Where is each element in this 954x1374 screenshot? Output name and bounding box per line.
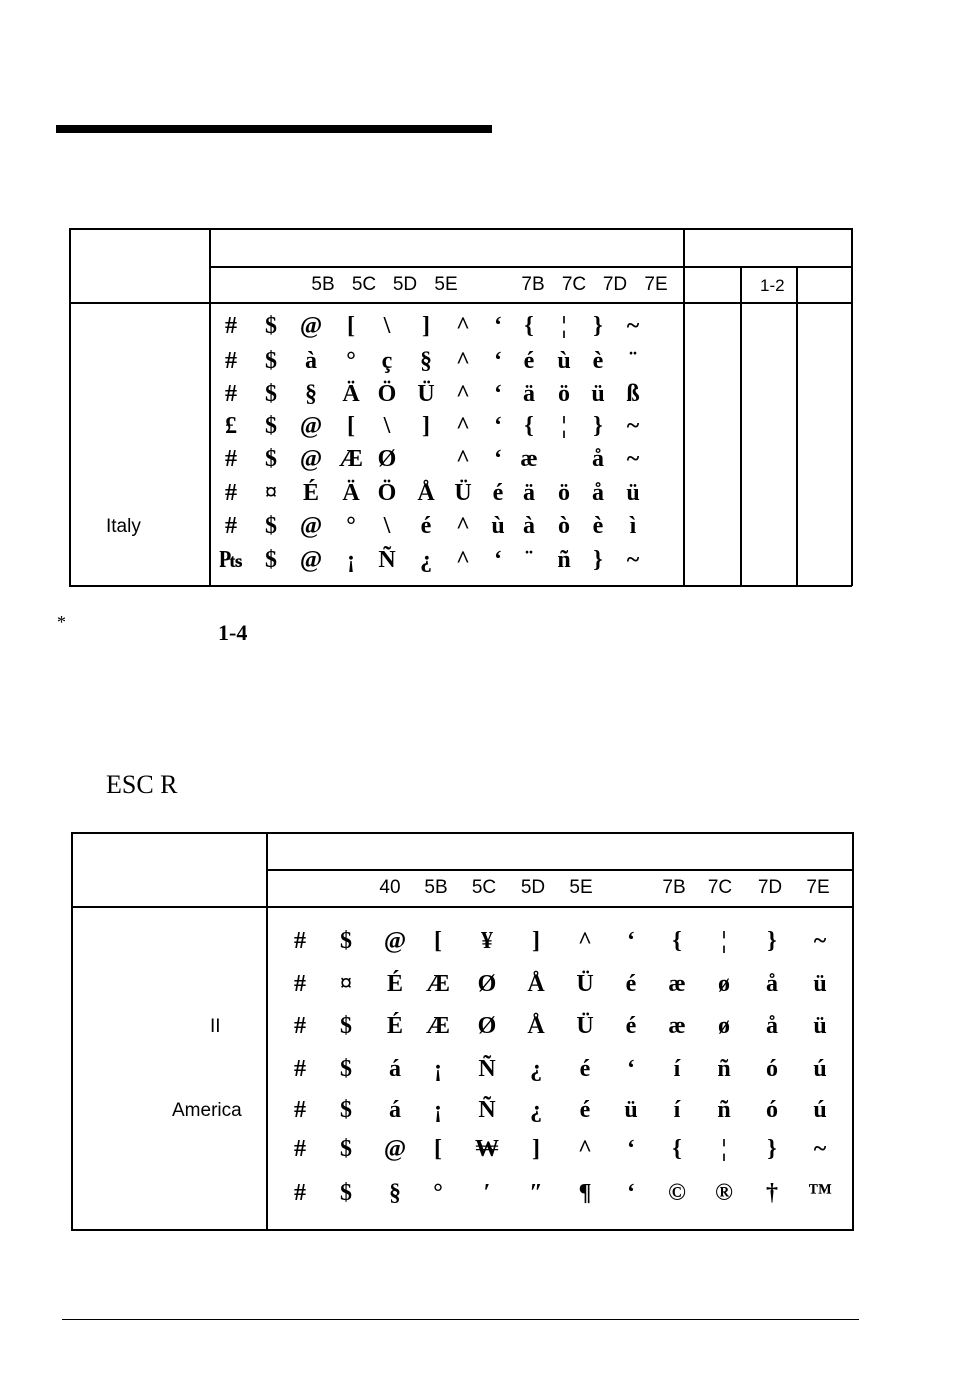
t1-char-cell: Ñ — [378, 547, 396, 573]
t1-char-cell: @ — [299, 513, 323, 539]
t2-char-cell: ‘ — [627, 928, 635, 954]
t1-char-cell: @ — [299, 547, 323, 573]
t2-char-cell: ¦ — [721, 1136, 727, 1162]
t1-char-cell: ì — [629, 513, 637, 539]
t2-char-cell: } — [767, 928, 777, 954]
t2-char-cell: ¥ — [481, 928, 493, 954]
t2-char-cell: ™ — [808, 1180, 832, 1206]
t1-char-cell: ç — [381, 348, 393, 374]
t2-char-cell: ø — [718, 971, 730, 997]
t1-char-cell: ~ — [626, 446, 640, 472]
t1-header-code: 5C — [351, 274, 377, 295]
t1-char-cell: à — [305, 348, 317, 374]
t2-right-border — [852, 832, 854, 1230]
t1-char-cell: ¦ — [561, 413, 567, 439]
t2-char-cell: # — [294, 1180, 306, 1206]
t1-char-cell: } — [593, 547, 603, 573]
t1-char-cell: Ö — [377, 480, 397, 506]
t2-char-cell: ″ — [529, 1180, 543, 1206]
t1-top-border — [69, 228, 852, 230]
t2-char-cell: ′ — [483, 1180, 491, 1206]
t2-char-cell: á — [389, 1056, 401, 1082]
t1-char-cell: ‘ — [494, 547, 502, 573]
t2-char-cell: ó — [766, 1097, 778, 1123]
top-rule — [56, 125, 492, 133]
t2-char-cell: ñ — [717, 1097, 731, 1123]
t2-char-cell: # — [294, 1097, 306, 1123]
t2-char-cell: [ — [434, 1136, 442, 1162]
t2-header-bottom — [71, 906, 854, 908]
t2-char-cell: $ — [340, 928, 352, 954]
t1-char-cell: \ — [383, 313, 391, 339]
t2-char-cell: Å — [527, 971, 545, 997]
t1-char-cell: ^ — [456, 348, 470, 374]
t2-char-cell: ® — [715, 1180, 733, 1206]
t1-char-cell: ° — [346, 348, 356, 374]
t1-col-divider-b — [796, 266, 798, 586]
t1-char-cell: ñ — [557, 547, 571, 573]
t2-char-cell: # — [294, 1056, 306, 1082]
t2-char-cell: ^ — [578, 928, 592, 954]
t2-left-border — [71, 832, 73, 1230]
t1-char-cell: Ö — [377, 381, 397, 407]
t2-char-cell: Ø — [477, 1013, 497, 1039]
t2-bottom-border — [71, 1229, 854, 1231]
t2-char-cell: © — [668, 1180, 686, 1206]
t2-char-cell: # — [294, 1013, 306, 1039]
t2-char-cell: ¿ — [530, 1056, 542, 1082]
t2-char-cell: é — [579, 1056, 591, 1082]
t2-char-cell: ] — [532, 928, 540, 954]
t1-char-cell: Ü — [417, 381, 435, 407]
t1-char-cell: ä — [523, 381, 535, 407]
t1-char-cell: \ — [383, 413, 391, 439]
t1-char-cell: ¦ — [561, 313, 567, 339]
t2-char-cell: å — [766, 1013, 778, 1039]
t2-char-cell: É — [386, 971, 403, 997]
t1-header-code: 7E — [644, 274, 668, 295]
t1-char-cell: @ — [299, 413, 323, 439]
t2-char-cell: ñ — [717, 1056, 731, 1082]
t2-char-cell: # — [294, 928, 306, 954]
t1-chars-divider — [683, 228, 685, 586]
t2-char-cell: ¦ — [721, 928, 727, 954]
t1-char-cell: # — [225, 348, 237, 374]
t1-char-cell: £ — [225, 413, 237, 439]
t1-right-border — [851, 228, 853, 586]
t1-header-code: 7C — [561, 274, 587, 295]
t1-char-cell: ^ — [456, 381, 470, 407]
t2-char-cell: { — [672, 1136, 682, 1162]
t2-country-label: II — [210, 1016, 221, 1037]
t2-char-cell: # — [294, 1136, 306, 1162]
t2-char-cell: $ — [340, 1180, 352, 1206]
t1-char-cell: ¨ — [525, 547, 533, 573]
t1-char-cell: É — [302, 480, 319, 506]
t1-char-cell: ~ — [626, 313, 640, 339]
t1-bottom-border — [69, 585, 852, 587]
t1-char-cell: @ — [299, 313, 323, 339]
t2-char-cell: ] — [532, 1136, 540, 1162]
t2-header-divider — [267, 869, 854, 871]
t1-char-cell: [ — [347, 413, 355, 439]
t2-char-cell: é — [625, 971, 637, 997]
t1-char-cell: Æ — [339, 446, 363, 472]
t1-char-cell: ù — [557, 348, 571, 374]
t1-char-cell: æ — [520, 446, 538, 472]
t1-char-cell: à — [523, 513, 535, 539]
t2-char-cell: [ — [434, 928, 442, 954]
t1-char-cell: Å — [417, 480, 435, 506]
t2-char-cell: @ — [383, 1136, 407, 1162]
t1-subheader-note: 1-2 — [760, 276, 785, 295]
t1-char-cell: { — [524, 413, 534, 439]
t2-char-cell: Ü — [576, 971, 594, 997]
t2-char-cell: í — [673, 1056, 681, 1082]
t1-char-cell: $ — [265, 348, 277, 374]
t1-col-divider-a — [740, 266, 742, 586]
t1-char-cell: § — [305, 381, 317, 407]
t1-char-cell: ^ — [456, 446, 470, 472]
t1-char-cell: # — [225, 446, 237, 472]
t1-char-cell: # — [225, 381, 237, 407]
t1-char-cell: Ä — [342, 381, 360, 407]
t1-char-cell: [ — [347, 313, 355, 339]
t2-country-divider — [266, 832, 268, 1230]
t1-char-cell: $ — [265, 413, 277, 439]
t1-char-cell: ä — [523, 480, 535, 506]
t1-char-cell: ^ — [456, 313, 470, 339]
t2-header-code: 5C — [471, 877, 497, 898]
t2-char-cell: ü — [813, 971, 827, 997]
t1-char-cell: ü — [626, 480, 640, 506]
t1-header-code: 7D — [602, 274, 628, 295]
t2-char-cell: æ — [668, 971, 686, 997]
t2-header-code: 5B — [424, 877, 448, 898]
t2-char-cell: ¤ — [340, 971, 352, 997]
t2-char-cell: é — [579, 1097, 591, 1123]
t2-top-border — [71, 832, 854, 834]
t2-char-cell: Æ — [426, 971, 450, 997]
t2-char-cell: Ø — [477, 971, 497, 997]
t2-char-cell: # — [294, 971, 306, 997]
t2-country-label: America — [172, 1100, 242, 1121]
t1-char-cell: } — [593, 313, 603, 339]
t1-char-cell: ¨ — [629, 348, 637, 374]
t2-char-cell: ¶ — [578, 1180, 592, 1206]
t1-char-cell: @ — [299, 446, 323, 472]
t2-char-cell: ú — [813, 1056, 827, 1082]
t1-char-cell: $ — [265, 313, 277, 339]
t2-char-cell: Ü — [576, 1013, 594, 1039]
t2-char-cell: $ — [340, 1013, 352, 1039]
t2-char-cell: Æ — [426, 1013, 450, 1039]
t1-char-cell: ß — [626, 381, 640, 407]
t1-char-cell: ₧ — [219, 547, 243, 573]
t1-char-cell: $ — [265, 513, 277, 539]
t2-char-cell: Ñ — [478, 1056, 496, 1082]
t2-char-cell: ø — [718, 1013, 730, 1039]
t2-char-cell: { — [672, 928, 682, 954]
t1-char-cell: Ä — [342, 480, 360, 506]
t1-char-cell: ü — [591, 381, 605, 407]
t1-char-cell: § — [420, 348, 432, 374]
t2-char-cell: ° — [433, 1180, 443, 1206]
t1-char-cell: } — [593, 413, 603, 439]
t2-header-code: 40 — [379, 877, 401, 898]
t1-char-cell: ¡ — [347, 547, 355, 573]
t2-char-cell: É — [386, 1013, 403, 1039]
t1-char-cell: ò — [558, 513, 570, 539]
t1-header-code: 5B — [311, 274, 335, 295]
bottom-rule — [62, 1319, 859, 1320]
t1-char-cell: $ — [265, 446, 277, 472]
t2-char-cell: } — [767, 1136, 777, 1162]
t1-char-cell: ¤ — [265, 480, 277, 506]
t1-char-cell: ‘ — [494, 313, 502, 339]
t2-char-cell: æ — [668, 1013, 686, 1039]
footnote-ref: 1-4 — [218, 620, 248, 645]
t2-char-cell: ¿ — [530, 1097, 542, 1123]
t1-header-divider-right — [684, 266, 852, 268]
t1-char-cell: ù — [491, 513, 505, 539]
t1-char-cell: Ø — [377, 446, 397, 472]
t1-char-cell: Ü — [454, 480, 472, 506]
t1-char-cell: é — [492, 480, 504, 506]
t1-char-cell: $ — [265, 547, 277, 573]
t1-char-cell: ö — [558, 381, 570, 407]
t1-header-code: 5E — [434, 274, 458, 295]
t1-char-cell: ‘ — [494, 348, 502, 374]
t2-char-cell: ¡ — [434, 1097, 442, 1123]
t2-char-cell: $ — [340, 1097, 352, 1123]
t2-char-cell: í — [673, 1097, 681, 1123]
t1-char-cell: ° — [346, 513, 356, 539]
t1-char-cell: è — [592, 513, 604, 539]
t2-char-cell: Å — [527, 1013, 545, 1039]
t2-char-cell: ‘ — [627, 1056, 635, 1082]
t2-header-code: 5E — [569, 877, 593, 898]
t2-char-cell: ¡ — [434, 1056, 442, 1082]
t2-char-cell: ‘ — [627, 1136, 635, 1162]
t2-char-cell: ~ — [813, 928, 827, 954]
footnote-star: * — [57, 612, 66, 632]
t1-char-cell: ‘ — [494, 446, 502, 472]
t1-char-cell: å — [592, 446, 604, 472]
t1-char-cell: # — [225, 513, 237, 539]
t2-char-cell: ü — [624, 1097, 638, 1123]
t1-char-cell: ‘ — [494, 381, 502, 407]
t1-char-cell: ~ — [626, 547, 640, 573]
t1-char-cell: ] — [422, 313, 430, 339]
t2-char-cell: á — [389, 1097, 401, 1123]
t1-char-cell: é — [523, 348, 535, 374]
t1-char-cell: ¿ — [420, 547, 432, 573]
t2-char-cell: @ — [383, 928, 407, 954]
t1-char-cell: å — [592, 480, 604, 506]
t1-header-code: 5D — [392, 274, 418, 295]
t1-char-cell: ö — [558, 480, 570, 506]
t2-char-cell: ü — [813, 1013, 827, 1039]
t1-header-bottom — [69, 302, 852, 304]
t1-char-cell: $ — [265, 381, 277, 407]
t1-char-cell: # — [225, 313, 237, 339]
t1-char-cell: { — [524, 313, 534, 339]
t2-char-cell: ‘ — [627, 1180, 635, 1206]
t1-char-cell: ‘ — [494, 413, 502, 439]
t2-char-cell: ₩ — [475, 1136, 499, 1162]
t2-char-cell: $ — [340, 1136, 352, 1162]
t1-left-border — [69, 228, 71, 586]
t2-char-cell: ~ — [813, 1136, 827, 1162]
t1-char-cell: \ — [383, 513, 391, 539]
t1-char-cell: ^ — [456, 413, 470, 439]
t1-char-cell: # — [225, 480, 237, 506]
t2-char-cell: ^ — [578, 1136, 592, 1162]
t2-header-code: 7E — [806, 877, 830, 898]
t1-char-cell: è — [592, 348, 604, 374]
t1-char-cell: é — [420, 513, 432, 539]
t2-char-cell: † — [766, 1180, 778, 1206]
t2-char-cell: ú — [813, 1097, 827, 1123]
t2-char-cell: ó — [766, 1056, 778, 1082]
t1-country-label: Italy — [106, 516, 141, 537]
t1-char-cell: ~ — [626, 413, 640, 439]
t2-char-cell: å — [766, 971, 778, 997]
t1-header-divider — [209, 266, 684, 268]
t2-char-cell: é — [625, 1013, 637, 1039]
t1-char-cell: ^ — [456, 547, 470, 573]
t1-header-code: 7B — [521, 274, 545, 295]
t1-char-cell: ^ — [456, 513, 470, 539]
t2-char-cell: § — [389, 1180, 401, 1206]
t2-char-cell: Ñ — [478, 1097, 496, 1123]
t2-header-code: 7C — [707, 877, 733, 898]
esc-r-label: ESC R — [106, 770, 178, 799]
t2-header-code: 7D — [757, 877, 783, 898]
t2-header-code: 7B — [662, 877, 686, 898]
t2-char-cell: $ — [340, 1056, 352, 1082]
t2-header-code: 5D — [520, 877, 546, 898]
t1-char-cell: ] — [422, 413, 430, 439]
